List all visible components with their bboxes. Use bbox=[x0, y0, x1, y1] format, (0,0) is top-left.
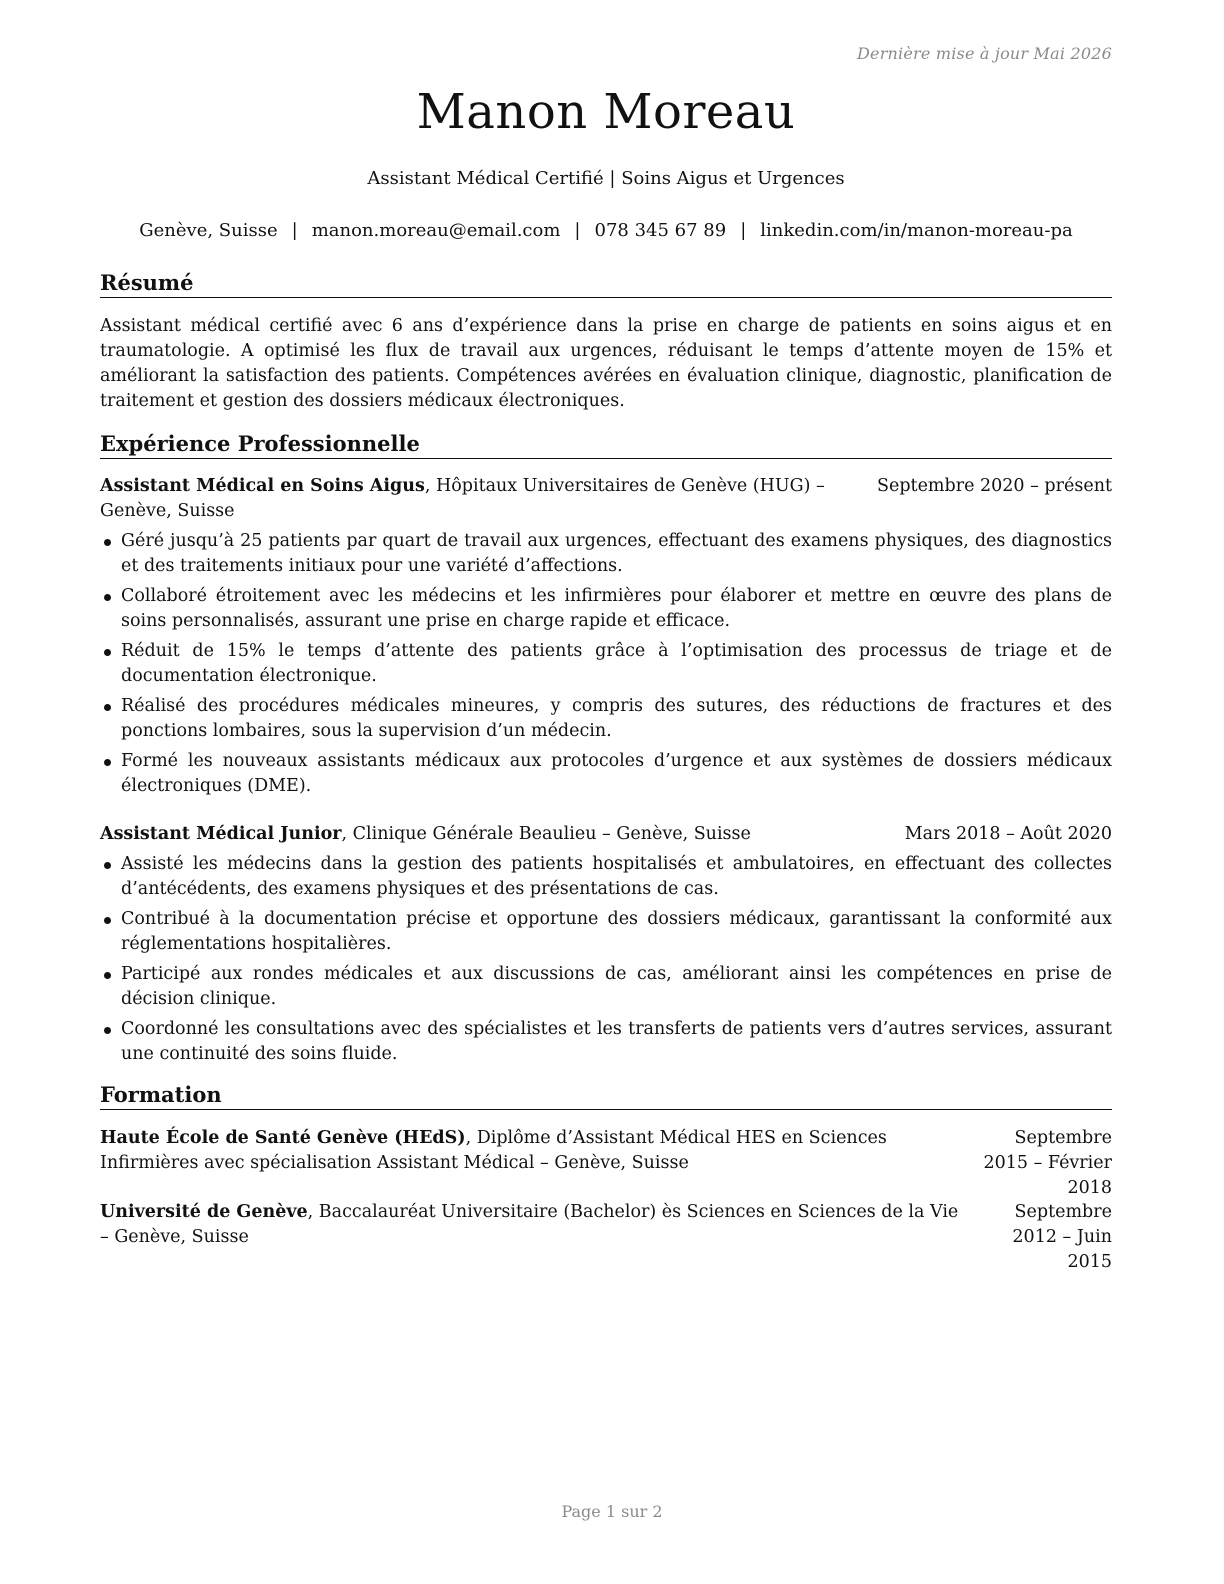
bullet-item: Assisté les médecins dans la gestion des patients hospitalisés et ambulatoires, en effectuant des collectes d’antécédents, des examens physiques et des présentations de cas. bbox=[100, 852, 1112, 902]
section-title-summary: Résumé bbox=[100, 270, 1112, 298]
candidate-name: Manon Moreau bbox=[416, 84, 796, 140]
contact-location: Genève, Suisse bbox=[139, 220, 278, 241]
bullet-item: Participé aux rondes médicales et aux discussions de cas, améliorant ainsi les compétences en prise de décision clinique. bbox=[100, 962, 1112, 1012]
bullet-item: Formé les nouveaux assistants médicaux aux protocoles d’urgence et aux systèmes de dossiers médicaux électroniques (DME). bbox=[100, 749, 1112, 799]
education-item bbox=[100, 1126, 1112, 1201]
page-number: Page 1 sur 2 bbox=[561, 1502, 663, 1521]
job-role: Assistant Médical en Soins Aigus bbox=[100, 476, 425, 496]
job-bullets bbox=[100, 852, 1112, 1072]
job-dates: Mars 2018 – Août 2020 bbox=[904, 824, 1112, 844]
bullet-item: Géré jusqu’à 25 patients par quart de travail aux urgences, effectuant des examens physiques, des diagnostics et des traitements initiaux pour une variété d’affections. bbox=[100, 529, 1112, 579]
job-org: , Clinique Générale Beaulieu – Genève, Suisse bbox=[341, 824, 751, 844]
contact-phone: 078 345 67 89 bbox=[594, 220, 727, 241]
section-title-experience: Expérience Professionnelle bbox=[100, 431, 1112, 459]
education-dates: Septembre 2015 – Février 2018 bbox=[983, 1128, 1112, 1198]
contact-separator: | bbox=[574, 220, 581, 241]
education-degree: , Diplôme d’Assistant Médical HES en Sciences Infirmières avec spécialisation Assistant Médical – Genève, Suisse bbox=[100, 1128, 887, 1173]
job-bullets bbox=[100, 529, 1112, 804]
bullet-item: Collaboré étroitement avec les médecins et les infirmières pour élaborer et mettre en œuvre des plans de soins personnalisés, assurant une prise en charge rapide et efficace. bbox=[100, 584, 1112, 634]
job-role: Assistant Médical Junior bbox=[100, 824, 342, 844]
last-updated: Dernière mise à jour Mai 2026 bbox=[857, 44, 1112, 63]
contact-linkedin[interactable]: linkedin.com/in/manon-moreau-pa bbox=[760, 220, 1073, 241]
bullet-item: Réduit de 15% le temps d’attente des patients grâce à l’optimisation des processus de triage et de documentation électronique. bbox=[100, 639, 1112, 689]
bullet-item: Contribué à la documentation précise et opportune des dossiers médicaux, garantissant la conformité aux réglementations hospitalières. bbox=[100, 907, 1112, 957]
education-item bbox=[100, 1200, 1112, 1275]
education-degree: , Baccalauréat Universitaire (Bachelor) ès Sciences en Sciences de la Vie – Genève, Suisse bbox=[100, 1202, 959, 1247]
education-institution: Haute École de Santé Genève (HEdS) bbox=[100, 1128, 466, 1148]
job-header bbox=[100, 822, 1112, 847]
candidate-subtitle: Assistant Médical Certifié | Soins Aigus et Urgences bbox=[367, 168, 845, 189]
education-dates: Septembre 2012 – Juin 2015 bbox=[1012, 1202, 1112, 1272]
contact-line bbox=[100, 219, 1112, 242]
contact-email[interactable]: manon.moreau@email.com bbox=[311, 220, 561, 241]
contact-separator: | bbox=[291, 220, 298, 241]
job-org: , Hôpitaux Universitaires de Genève (HUG) – Genève, Suisse bbox=[100, 476, 825, 521]
bullet-item: Coordonné les consultations avec des spécialistes et les transferts de patients vers d’autres services, assurant une continuité des soins fluide. bbox=[100, 1017, 1112, 1067]
bullet-item: Réalisé des procédures médicales mineures, y compris des sutures, des réductions de fractures et des ponctions lombaires, sous la supervision d’un médecin. bbox=[100, 694, 1112, 744]
job-dates: Septembre 2020 – présent bbox=[877, 476, 1112, 496]
job-header bbox=[100, 474, 1112, 524]
summary-text: Assistant médical certifié avec 6 ans d’expérience dans la prise en charge de patients en soins aigus et en traumatologie. A optimisé les flux de travail aux urgences, réduisant le temps d’attente moyen de 15% et améliorant la satisfaction des patients. Compétences avérées en évaluation clinique, diagnostic, planification de traitement et gestion des dossiers médicaux électroniques. bbox=[100, 316, 1112, 411]
education-institution: Université de Genève bbox=[100, 1202, 308, 1222]
contact-separator: | bbox=[740, 220, 747, 241]
section-title-education: Formation bbox=[100, 1082, 1112, 1110]
